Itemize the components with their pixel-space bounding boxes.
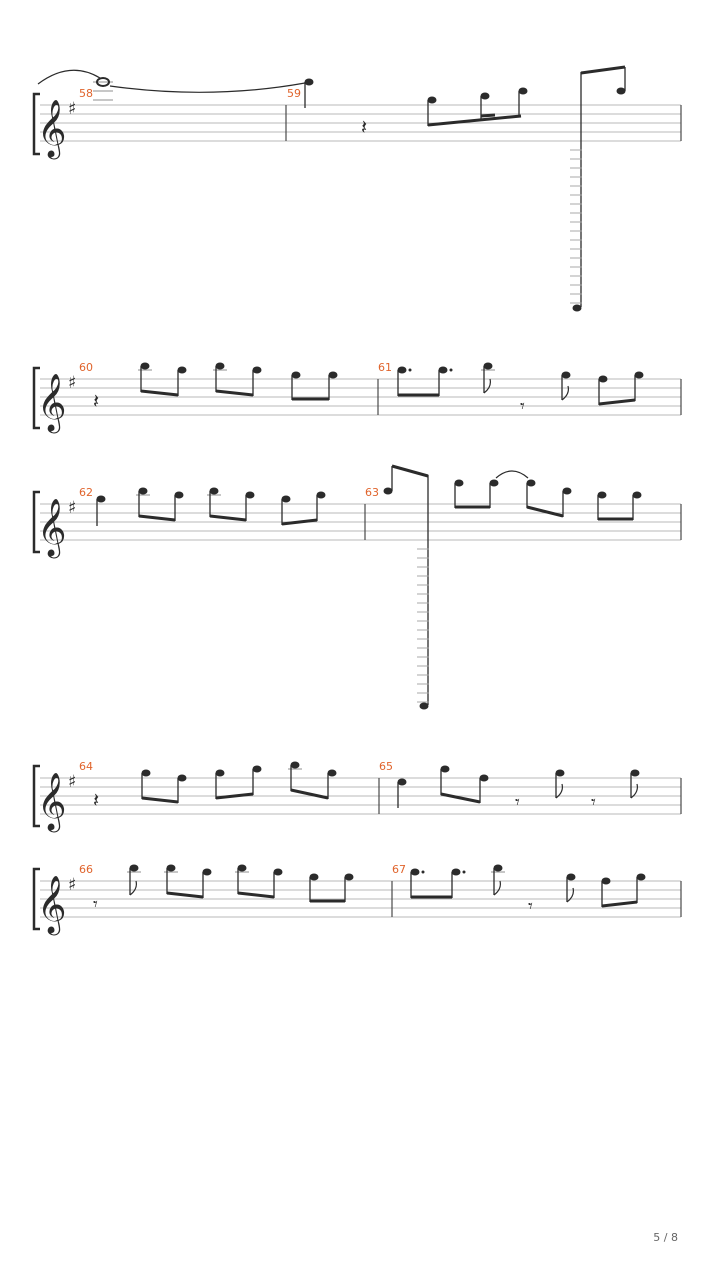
beam <box>141 391 178 395</box>
beam <box>602 902 637 906</box>
note <box>452 869 461 876</box>
staff-system <box>34 361 681 434</box>
beam <box>139 516 175 520</box>
note <box>567 874 576 881</box>
measure-number: 67 <box>392 863 406 876</box>
note <box>142 770 151 777</box>
note <box>317 492 326 499</box>
staff-lines <box>40 379 681 415</box>
note <box>527 480 536 487</box>
note <box>441 766 450 773</box>
treble-clef-icon: 𝄞 <box>37 99 67 157</box>
measure-number: 65 <box>379 760 393 773</box>
staff-system <box>34 863 681 936</box>
measure-number: 62 <box>79 486 93 499</box>
note <box>481 93 490 100</box>
measure-number: 63 <box>365 486 379 499</box>
page-indicator: 5 / 8 <box>653 1231 678 1244</box>
dot <box>463 871 466 874</box>
treble-clef-icon: 𝄞 <box>37 875 67 933</box>
measure-number: 66 <box>79 863 93 876</box>
note <box>216 363 225 370</box>
staff-system <box>34 466 681 710</box>
note <box>175 492 184 499</box>
note <box>439 367 448 374</box>
ledger-lines <box>570 150 582 303</box>
note <box>246 492 255 499</box>
beam <box>142 798 178 802</box>
eighth-rest-icon: 𝄾 <box>528 896 533 917</box>
measure-number: 59 <box>287 87 301 100</box>
note <box>455 480 464 487</box>
eighth-rest-icon: 𝄾 <box>515 792 520 813</box>
tie <box>38 70 100 84</box>
note <box>282 496 291 503</box>
sharp-icon: ♯ <box>68 875 77 895</box>
note <box>291 762 300 769</box>
sharp-icon: ♯ <box>68 498 77 518</box>
measure-number: 58 <box>79 87 93 100</box>
measure-number: 64 <box>79 760 93 773</box>
eighth-rest-icon: 𝄾 <box>520 396 525 417</box>
treble-clef-icon: 𝄞 <box>37 498 67 556</box>
note <box>573 305 582 312</box>
note <box>139 488 148 495</box>
dot <box>450 369 453 372</box>
note <box>563 488 572 495</box>
note <box>329 372 338 379</box>
note <box>631 770 640 777</box>
note <box>238 865 247 872</box>
eighth-rest-icon: 𝄾 <box>591 792 596 813</box>
beam <box>581 67 625 73</box>
note <box>633 492 642 499</box>
note <box>328 770 337 777</box>
note <box>178 775 187 782</box>
note <box>398 779 407 786</box>
note <box>562 372 571 379</box>
flag <box>130 881 136 895</box>
flag <box>484 379 490 393</box>
note <box>635 372 644 379</box>
ledger-lines <box>417 549 429 702</box>
note <box>141 363 150 370</box>
beam <box>238 893 274 897</box>
quarter-rest-icon: 𝄽 <box>93 389 100 413</box>
beam <box>428 116 521 125</box>
treble-clef-icon: 𝄞 <box>37 772 67 830</box>
note <box>178 367 187 374</box>
sharp-icon: ♯ <box>68 373 77 393</box>
note <box>345 874 354 881</box>
note <box>420 703 429 710</box>
note <box>602 878 611 885</box>
note <box>253 367 262 374</box>
note <box>490 480 499 487</box>
quarter-rest-icon: 𝄽 <box>93 788 100 812</box>
note <box>130 865 139 872</box>
note <box>428 97 437 104</box>
eighth-rest-icon: 𝄾 <box>93 894 98 915</box>
measure-number: 61 <box>378 361 392 374</box>
note <box>253 766 262 773</box>
staff-lines <box>40 778 681 814</box>
treble-clef-icon: 𝄞 <box>37 373 67 431</box>
sharp-icon: ♯ <box>68 99 77 119</box>
note <box>411 869 420 876</box>
note <box>97 496 106 503</box>
note <box>484 363 493 370</box>
measure-number: 60 <box>79 361 93 374</box>
note <box>292 372 301 379</box>
beam <box>527 507 563 516</box>
note <box>480 775 489 782</box>
note <box>637 874 646 881</box>
note <box>398 367 407 374</box>
note <box>167 865 176 872</box>
note <box>310 874 319 881</box>
quarter-rest-icon: 𝄽 <box>361 115 368 139</box>
beam <box>282 520 317 524</box>
note <box>210 488 219 495</box>
beam <box>216 794 253 798</box>
beam <box>216 391 253 395</box>
beam <box>441 794 480 802</box>
note <box>519 88 528 95</box>
staff-lines <box>40 504 681 540</box>
note <box>274 869 283 876</box>
note <box>617 88 626 95</box>
tie <box>110 83 305 92</box>
note <box>494 865 503 872</box>
sharp-icon: ♯ <box>68 772 77 792</box>
dot <box>409 369 412 372</box>
beam <box>291 790 328 798</box>
beam <box>599 400 635 404</box>
dot <box>422 871 425 874</box>
staff-system <box>34 67 681 312</box>
note <box>216 770 225 777</box>
tie <box>496 471 528 478</box>
note <box>556 770 565 777</box>
beam <box>167 893 203 897</box>
beam <box>481 115 495 116</box>
flag <box>494 881 500 895</box>
note <box>384 488 393 495</box>
beam <box>392 466 428 476</box>
beam <box>210 516 246 520</box>
staff-system <box>34 760 681 833</box>
note <box>305 79 314 86</box>
note <box>203 869 212 876</box>
note <box>599 376 608 383</box>
note <box>598 492 607 499</box>
